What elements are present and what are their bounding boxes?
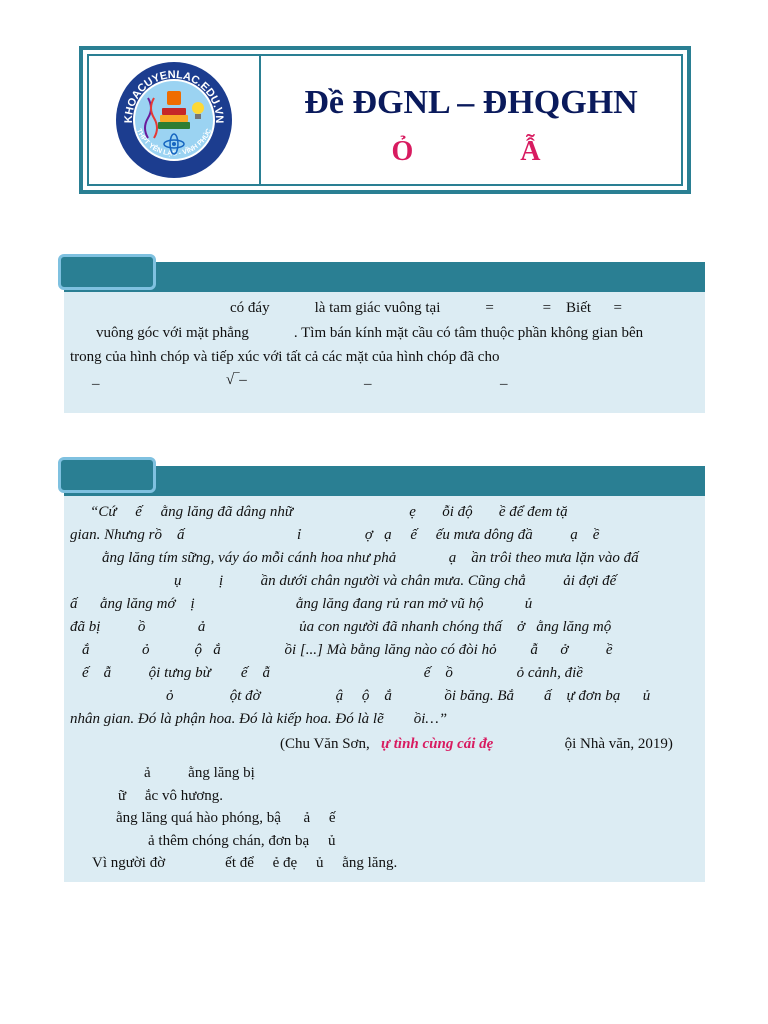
question-2-option-a: ả ằng lăng bị [144,765,255,781]
question-1-tab [58,254,156,290]
logo-bottom-text: THPT YÊN LẠC - VĨNH PHÚC [134,127,214,158]
question-2-bar [64,466,705,496]
passage-line-2: gian. Nhưng rồ ấ ỉ ợ ạ ế ếu mưa dông đầ ạ ề [70,527,600,543]
question-1-line-3: trong của hình chóp và tiếp xúc với tất cả các mặt của hình chóp đã cho [70,349,500,365]
question-1-bar [64,262,705,292]
question-2-tab [58,457,156,493]
school-logo-icon [114,58,234,182]
header-table [87,54,683,186]
question-1-line-1: có đáy là tam giác vuông tại = = Biết = [230,300,622,316]
passage-line-8: ế ẫ ội tưng bừ ế ẫ ế ồ ỏ cảnh, điề [82,665,583,681]
passage-line-9: ỏ ột đờ ậ ộ ắ ồi băng. Bắ ấ ự đơn bạ ủ [166,688,651,704]
source-prefix: (Chu Văn Sơn, [280,736,370,752]
question-2-body [64,496,705,882]
title-cell [261,56,681,184]
logo-cell [89,56,261,184]
source-suffix: ội Nhà văn, 2019) [564,736,673,752]
source-title: ự tình cùng cái đẹ [381,736,494,752]
passage-line-4: ụ ị ần dưới chân người và chân mưa. Cũng chẳ ải đợi đế [174,573,617,589]
document-title: Đề ĐGNL – ĐHQGHN [304,84,638,121]
document-header [79,46,691,194]
question-1-option-a: – [92,376,100,392]
passage-line-5: ấ ằng lăng mớ ị ằng lăng đang rủ ran mở vũ hộ ủ [70,596,533,612]
question-1-option-d: – [500,376,508,392]
question-2-option-e: Vì người đờ ết để ẻ đẹ ủ ằng lăng. [92,855,398,871]
question-2-option-b: ữ ắc vô hương. [118,788,224,804]
passage-line-10: nhân gian. Đó là phận hoa. Đó là kiếp hoa. Đó là lẽ ồi…” [70,711,448,727]
question-2-option-d: ả thêm chóng chán, đơn bạ ủ [148,833,336,849]
question-1-option-b: √‾– [226,372,247,388]
question-1-option-c: – [364,376,372,392]
question-1-body [64,292,705,413]
question-2-option-c: ằng lăng quá hào phóng, bậ ả ế [116,810,336,826]
passage-line-7: ắ ỏ ộ ắ ồi [...] Mà bằng lăng nào có đòi hỏ ẫ ở ề [82,642,613,658]
passage-line-6: đã bị ồ ả ủa con người đã nhanh chóng thấ ở ằng lăng mộ [70,619,612,635]
logo-top-text: KHOACUYENLAC.EDU.VN [122,68,226,124]
document-subtitle: Ỏ Ẫ [391,136,591,167]
passage-line-3: ằng lăng tím sững, váy áo mỗi cánh hoa như phả ạ ần trôi theo mưa lặn vào đấ [102,550,639,566]
passage-line-1: “Cứ ế ằng lăng đã dâng nhữ ẹ ỗi độ ề để đem tặ [90,504,568,520]
question-1-line-2: vuông góc với mặt phẳng . Tìm bán kính mặt cầu có tâm thuộc phần không gian bên [96,325,644,341]
passage-source [280,736,673,753]
